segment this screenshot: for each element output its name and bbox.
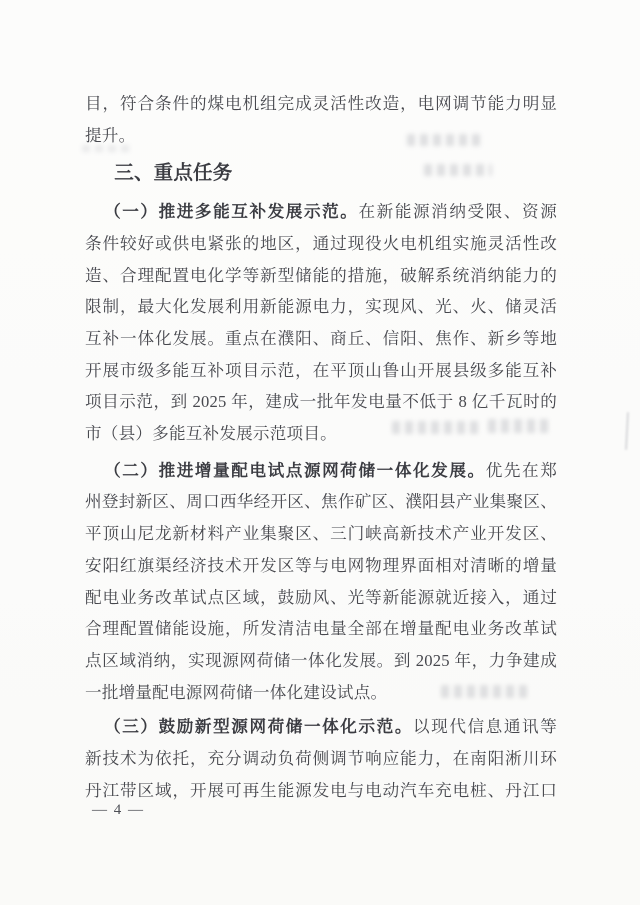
body-text: 新技术为依托，充分调动负荷侧调节响应能力，在南阳淅川环 [85, 749, 557, 769]
text-line [85, 158, 557, 190]
text-line [85, 743, 557, 775]
body-text: 合理配置储能设施，所发清洁电量全部在增量配电业务改革试 [85, 619, 557, 639]
text-line [85, 120, 557, 152]
body-text: 互补一体化发展。重点在濮阳、商丘、信阳、焦作、新乡等地 [85, 328, 557, 348]
emphasized-text: （一）推进多能互补发展示范。 [104, 202, 359, 222]
body-text: 项目示范，到 2025 年，建成一批年发电量不低于 8 亿千瓦时的 [85, 392, 557, 412]
text-line [85, 418, 557, 450]
body-text: 在新能源消纳受限、资源 [358, 202, 557, 222]
paragraph [85, 455, 557, 709]
body-text: 州登封新区、周口西华经开区、焦作矿区、濮阳县产业集聚区、 [85, 492, 557, 512]
emphasized-text: 三、重点任务 [114, 162, 233, 185]
body-text: 优先在郑 [485, 460, 557, 480]
body-text: 平顶山尼龙新材料产业集聚区、三门峡高新技术产业开发区、 [85, 524, 557, 544]
body-text: 提升。 [85, 125, 136, 145]
body-text: 条件较好或供电紧张的地区，通过现役火电机组实施灵活性改 [85, 233, 557, 253]
body-text: 限制，最大化发展利用新能源电力，实现风、光、火、储灵活 [85, 297, 557, 317]
text-line [85, 260, 557, 292]
body-text: 造、合理配置电化学等新型储能的措施，破解系统消纳能力的 [85, 265, 557, 285]
body-text: 丹江带区域，开展可再生能源发电与电动汽车充电桩、丹江口 [85, 780, 557, 800]
text-line [85, 486, 557, 518]
emphasized-text: （三）鼓励新型源网荷储一体化示范。 [104, 717, 413, 737]
text-line [85, 228, 557, 260]
document-body [85, 88, 557, 806]
text-line [85, 613, 557, 645]
body-text: 市（县）多能互补发展示范项目。 [85, 424, 337, 444]
paragraph [85, 711, 557, 806]
text-line [85, 775, 557, 807]
text-line [85, 582, 557, 614]
text-line [85, 291, 557, 323]
text-line [85, 711, 557, 743]
text-line [85, 550, 557, 582]
text-line [85, 323, 557, 355]
text-line [85, 196, 557, 228]
body-text: 安阳红旗渠经济技术开发区等与电网物理界面相对清晰的增量 [85, 555, 557, 575]
page-number: — 4 — [92, 802, 145, 818]
text-line [85, 677, 557, 709]
body-text: 一批增量配电源网荷储一体化建设试点。 [85, 682, 388, 702]
text-line [85, 518, 557, 550]
body-text: 点区域消纳，实现源网荷储一体化发展。到 2025 年，力争建成 [85, 650, 557, 670]
body-text: 配电业务改革试点区域，鼓励风、光等新能源就近接入，通过 [85, 587, 557, 607]
text-line [85, 645, 557, 677]
text-line [85, 88, 557, 120]
text-line [85, 455, 557, 487]
paragraph [85, 196, 557, 450]
paragraph [85, 88, 557, 151]
text-line [85, 355, 557, 387]
body-text: 目，符合条件的煤电机组完成灵活性改造，电网调节能力明显 [85, 94, 557, 113]
section-heading [85, 158, 557, 190]
scan-scratch-artifact [625, 412, 629, 450]
emphasized-text: （二）推进增量配电试点源网荷储一体化发展。 [104, 460, 486, 480]
body-text: 开展市级多能互补项目示范，在平顶山鲁山开展县级多能互补 [85, 360, 557, 380]
body-text: 以现代信息通讯等 [413, 717, 557, 737]
text-line [85, 386, 557, 418]
